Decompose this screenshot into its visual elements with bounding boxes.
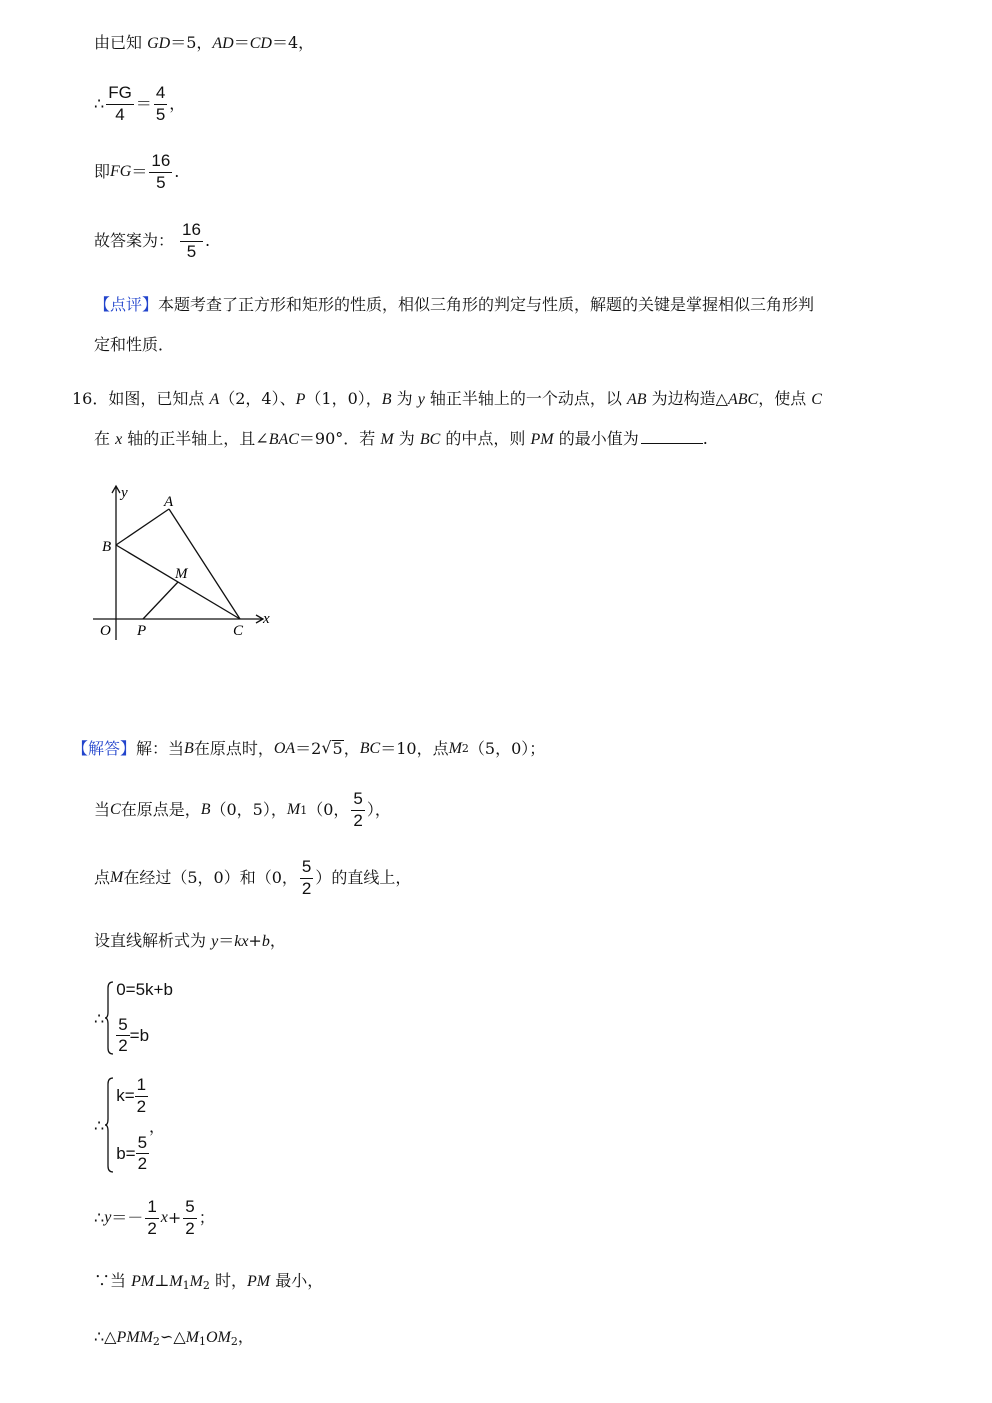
answer-blank bbox=[641, 443, 703, 444]
geometry-figure bbox=[85, 480, 285, 650]
solution-16-line-2: 当 C 在原点是， B （0，5）， M 1 （0， $\frac{5}{2}$ ）， bbox=[94, 789, 391, 830]
solution-line-ratio: ∴ $\frac{FG}{4}$ ＝ $\frac{4}{5}$ ， bbox=[94, 83, 186, 124]
label-x: x bbox=[263, 611, 270, 627]
label-p: P bbox=[137, 623, 147, 639]
segment-pm bbox=[143, 582, 178, 619]
solution-line-fg-value: 即 FG ＝ $\frac{16}{5}$ . bbox=[94, 151, 180, 192]
review-tag: 【点评】 bbox=[94, 295, 159, 314]
label-c: C bbox=[233, 623, 244, 639]
segment-ac bbox=[169, 509, 240, 619]
left-brace bbox=[104, 980, 114, 1056]
fraction-16-over-5: $\frac{16}{5}$ bbox=[151, 151, 171, 192]
solution-16-line-4: 设直线解析式为 y＝kx+b， bbox=[94, 931, 286, 950]
solution-line-given: 由已知 GD＝5，AD＝CD＝4， bbox=[94, 33, 315, 52]
solution-16-line-8: ∵当 $PM\perp M_1M_2$ 时，PM 最小， bbox=[94, 1271, 324, 1292]
fraction-5-over-2: $\frac{5}{2}$ bbox=[185, 1197, 195, 1238]
solution-16-line-7: ∴ y ＝－ $\frac{1}{2}$ x + $\frac{5}{2}$ ； bbox=[94, 1197, 215, 1238]
review-line-2: 定和性质． bbox=[94, 335, 175, 354]
question-16-line-1: 16．如图，已知点 A（2，4）、P（1，0），B 为 y 轴正半轴上的一个动点，以 AB 为边构造△ABC，使点 C bbox=[72, 389, 822, 408]
fraction-5-over-2: $\frac{5}{2}$ bbox=[353, 789, 363, 830]
review-line-1: 【点评】本题考查了正方形和矩形的性质，相似三角形的判定与性质，解题的关键是掌握相似三角形判 bbox=[94, 295, 815, 314]
segment-ba bbox=[116, 509, 169, 545]
fraction-4-over-5: $\frac{4}{5}$ bbox=[155, 83, 166, 124]
equation-system-1: ∴ 0=5k+b $\frac{5}{2}$ =b bbox=[94, 980, 173, 1056]
label-b: B bbox=[102, 539, 112, 555]
label-o: O bbox=[100, 623, 111, 639]
label-y: y bbox=[121, 485, 128, 501]
fraction-1-over-2: $\frac{1}{2}$ bbox=[147, 1197, 157, 1238]
fraction-5-over-2: $\frac{5}{2}$ bbox=[301, 857, 312, 898]
sqrt-5: √ 5 bbox=[321, 738, 343, 758]
left-brace bbox=[104, 1076, 114, 1174]
fraction-answer: $\frac{16}{5}$ bbox=[182, 220, 201, 261]
label-a: A bbox=[164, 494, 174, 510]
solution-line-answer: 故答案为： $\frac{16}{5}$ . bbox=[94, 220, 211, 261]
solution-16-line-1: 【解答】 解：当 B 在原点时， OA ＝2 √ 5 ， BC ＝10，点 M 2 （5，0）； bbox=[72, 738, 546, 758]
equation-system-2: ∴ k= $\frac{1}{2}$ b= $\frac{5}{2}$ ， bbox=[94, 1075, 166, 1174]
solution-16-line-9: $\therefore\triangle PMM_2∽\triangle M_1OM_2$， bbox=[94, 1327, 254, 1348]
question-16-line-2: 在 x 轴的正半轴上，且∠BAC＝90°．若 M 为 BC 的中点，则 PM 的最小值为 . bbox=[94, 429, 708, 448]
label-m: M bbox=[175, 566, 188, 582]
answer-tag: 【解答】 bbox=[72, 738, 137, 758]
fraction-fg-over-4: $\frac{FG}{4}$ bbox=[108, 83, 132, 124]
solution-16-line-3: 点 M 在经过（5，0）和（0， $\frac{5}{2}$ ）的直线上， bbox=[94, 857, 412, 898]
